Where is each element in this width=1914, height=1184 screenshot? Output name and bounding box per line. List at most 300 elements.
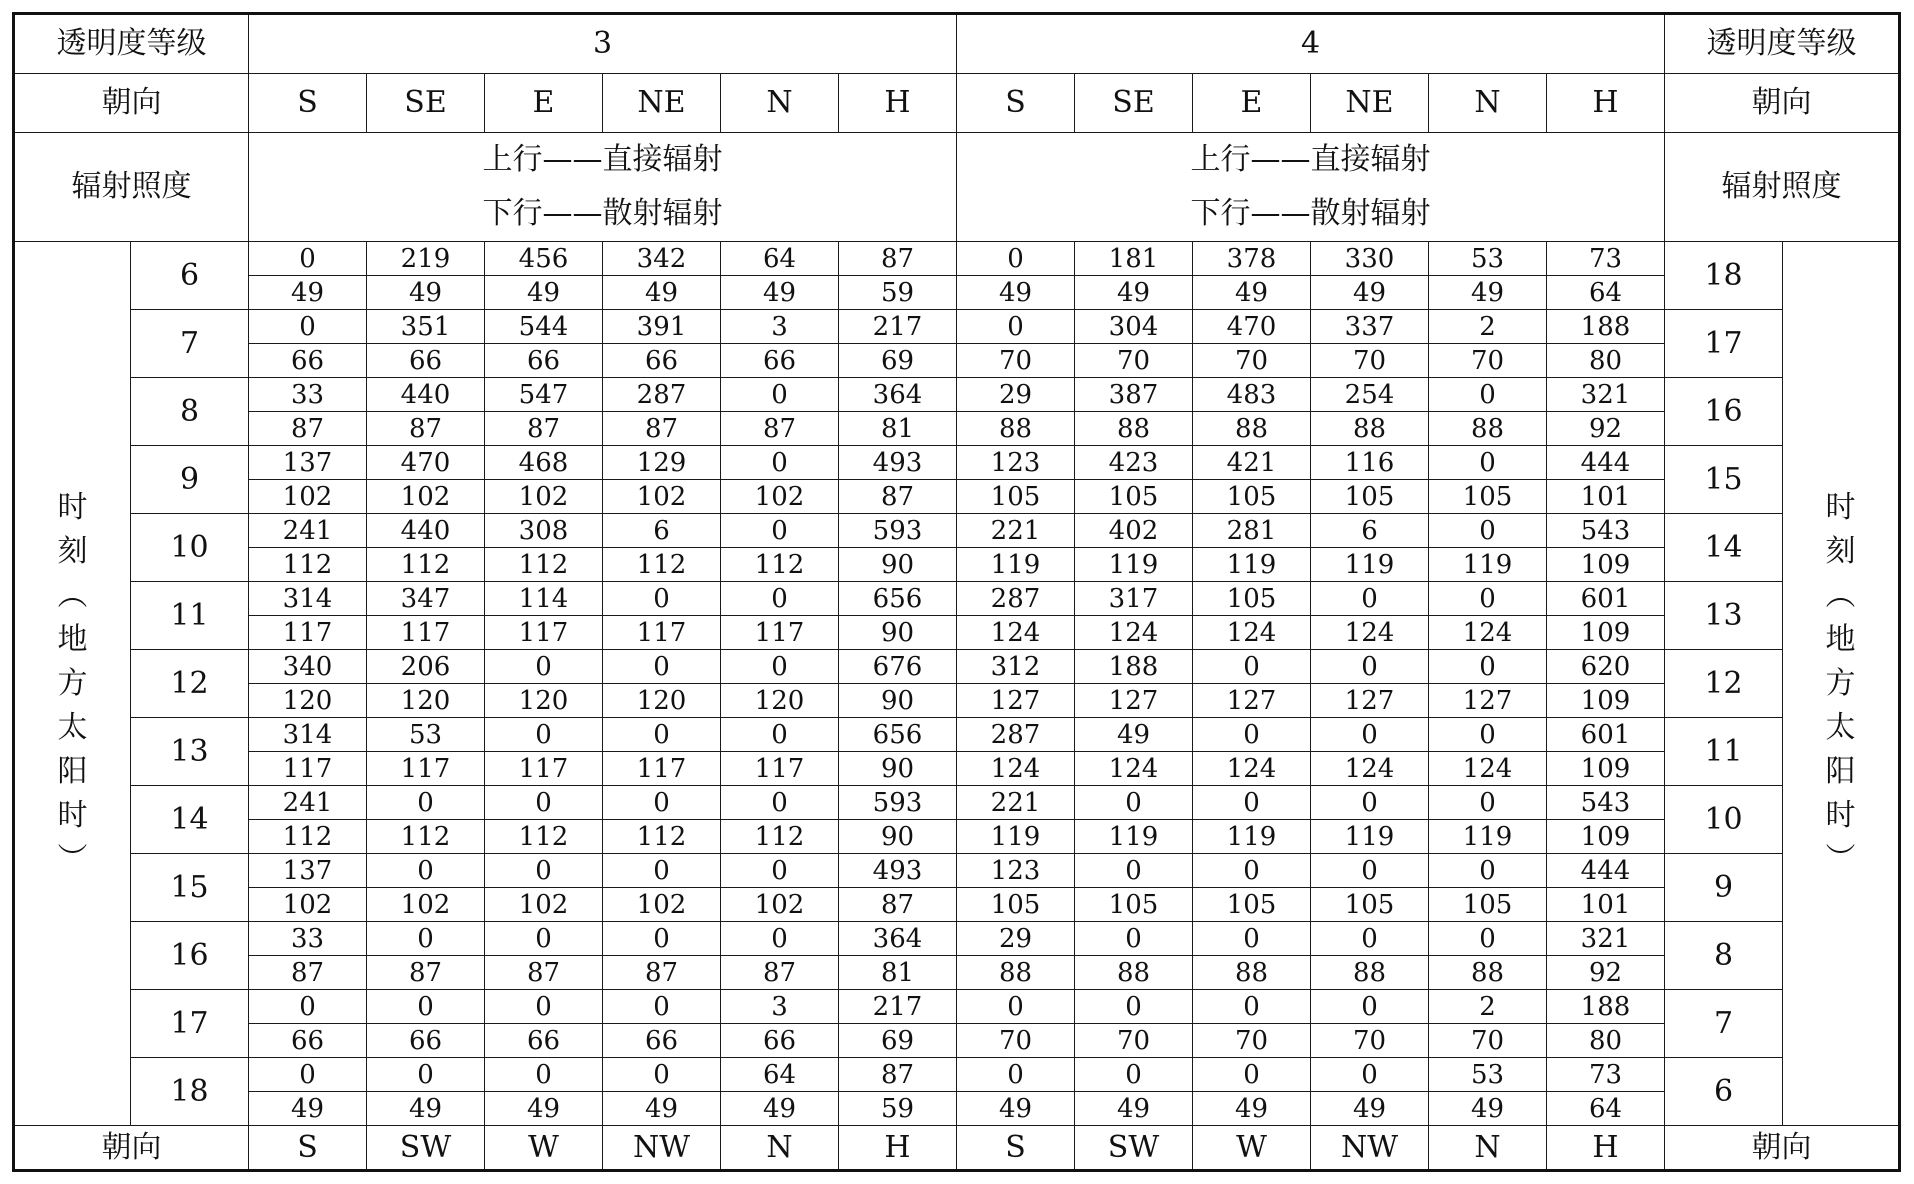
orientation-header: SE [1075, 74, 1193, 133]
direct-value-cell: 49 [1075, 718, 1193, 752]
diffuse-value-cell: 120 [721, 684, 839, 718]
diffuse-value-cell: 70 [1075, 344, 1193, 378]
direct-value-cell: 0 [603, 854, 721, 888]
orientation-header: E [485, 74, 603, 133]
diffuse-value-cell: 66 [603, 1024, 721, 1058]
diffuse-value-cell: 119 [1429, 820, 1547, 854]
direct-value-cell: 6 [603, 514, 721, 548]
direct-value-cell: 0 [367, 854, 485, 888]
direct-value-cell: 364 [839, 378, 957, 412]
diffuse-value-cell: 117 [721, 752, 839, 786]
time-right-cell: 18 [1665, 242, 1783, 310]
direct-value-cell: 287 [603, 378, 721, 412]
direct-value-cell: 656 [839, 582, 957, 616]
direct-value-cell: 593 [839, 786, 957, 820]
direct-value-cell: 444 [1547, 854, 1665, 888]
diffuse-value-cell: 87 [249, 956, 367, 990]
orientation-header: H [839, 74, 957, 133]
direct-value-cell: 330 [1311, 242, 1429, 276]
time-left-cell: 6 [131, 242, 249, 310]
direct-value-cell: 254 [1311, 378, 1429, 412]
diffuse-value-cell: 87 [485, 956, 603, 990]
diffuse-value-cell: 87 [839, 888, 957, 922]
direct-value-cell: 0 [485, 990, 603, 1024]
grade-3-header: 3 [249, 14, 957, 74]
diffuse-value-cell: 70 [957, 344, 1075, 378]
direct-value-cell: 105 [1193, 582, 1311, 616]
time-label-char: 时 [1825, 797, 1856, 833]
direct-value-cell: 0 [1075, 786, 1193, 820]
diffuse-value-cell: 88 [1311, 412, 1429, 446]
direct-value-cell: 137 [249, 446, 367, 480]
direct-value-cell: 456 [485, 242, 603, 276]
time-right-cell: 10 [1665, 786, 1783, 854]
diffuse-value-cell: 87 [603, 412, 721, 446]
orientation-footer: H [1547, 1126, 1665, 1171]
direct-value-cell: 123 [957, 854, 1075, 888]
diffuse-value-cell: 117 [603, 752, 721, 786]
time-label-char: 时 [57, 797, 88, 833]
time-left-cell: 7 [131, 310, 249, 378]
diffuse-value-cell: 117 [367, 616, 485, 650]
time-right-cell: 6 [1665, 1058, 1783, 1126]
upper-row-note: 上行——直接辐射 [482, 142, 723, 177]
time-left-cell: 18 [131, 1058, 249, 1126]
direct-value-cell: 64 [721, 242, 839, 276]
direct-value-cell: 308 [485, 514, 603, 548]
orientation-header: N [1429, 74, 1547, 133]
orientation-header: NE [1311, 74, 1429, 133]
direct-value-cell: 314 [249, 718, 367, 752]
time-label-char: 时 [1825, 489, 1856, 525]
diffuse-value-cell: 90 [839, 548, 957, 582]
direct-value-cell: 33 [249, 922, 367, 956]
diffuse-value-cell: 119 [1075, 548, 1193, 582]
diffuse-value-cell: 92 [1547, 412, 1665, 446]
diffuse-value-cell: 66 [367, 344, 485, 378]
direct-value-cell: 206 [367, 650, 485, 684]
orientation-header: S [249, 74, 367, 133]
direct-value-cell: 337 [1311, 310, 1429, 344]
diffuse-value-cell: 49 [249, 1092, 367, 1126]
time-left-cell: 9 [131, 446, 249, 514]
diffuse-value-cell: 49 [1311, 276, 1429, 310]
direct-value-cell: 0 [603, 1058, 721, 1092]
diffuse-value-cell: 66 [721, 344, 839, 378]
direct-value-cell: 287 [957, 582, 1075, 616]
time-right-cell: 15 [1665, 446, 1783, 514]
direct-value-cell: 444 [1547, 446, 1665, 480]
time-label-char: 太 [57, 709, 88, 745]
direct-value-cell: 364 [839, 922, 957, 956]
direct-value-cell: 33 [249, 378, 367, 412]
orientation-label-left: 朝向 [14, 74, 249, 133]
diffuse-value-cell: 117 [249, 616, 367, 650]
orientation-footer: N [1429, 1126, 1547, 1171]
time-right-cell: 11 [1665, 718, 1783, 786]
diffuse-value-cell: 59 [839, 1092, 957, 1126]
diffuse-value-cell: 87 [721, 412, 839, 446]
time-label-char: ︵ [57, 577, 88, 613]
diffuse-value-cell: 92 [1547, 956, 1665, 990]
orientation-footer: N [721, 1126, 839, 1171]
diffuse-value-cell: 112 [603, 548, 721, 582]
direct-value-cell: 0 [1193, 854, 1311, 888]
diffuse-value-cell: 120 [249, 684, 367, 718]
diffuse-value-cell: 102 [603, 480, 721, 514]
diffuse-value-cell: 117 [603, 616, 721, 650]
diffuse-value-cell: 105 [957, 888, 1075, 922]
diffuse-value-cell: 90 [839, 684, 957, 718]
diffuse-value-cell: 102 [367, 480, 485, 514]
direct-value-cell: 181 [1075, 242, 1193, 276]
time-right-cell: 16 [1665, 378, 1783, 446]
diffuse-value-cell: 64 [1547, 1092, 1665, 1126]
direct-value-cell: 0 [603, 786, 721, 820]
time-left-cell: 16 [131, 922, 249, 990]
orientation-footer: SW [1075, 1126, 1193, 1171]
lower-row-note: 下行——散射辐射 [482, 196, 723, 231]
direct-value-cell: 676 [839, 650, 957, 684]
diffuse-value-cell: 66 [249, 1024, 367, 1058]
time-label-char: 地 [57, 621, 88, 657]
diffuse-value-cell: 87 [485, 412, 603, 446]
direct-value-cell: 423 [1075, 446, 1193, 480]
diffuse-value-cell: 59 [839, 276, 957, 310]
diffuse-value-cell: 49 [1075, 1092, 1193, 1126]
orientation-footer: S [249, 1126, 367, 1171]
diffuse-value-cell: 88 [1429, 956, 1547, 990]
direct-value-cell: 0 [249, 242, 367, 276]
direct-value-cell: 53 [367, 718, 485, 752]
diffuse-value-cell: 124 [1193, 752, 1311, 786]
diffuse-value-cell: 120 [485, 684, 603, 718]
diffuse-value-cell: 124 [957, 616, 1075, 650]
direct-value-cell: 0 [721, 922, 839, 956]
orientation-footer: NW [603, 1126, 721, 1171]
diffuse-value-cell: 109 [1547, 548, 1665, 582]
direct-value-cell: 0 [1429, 446, 1547, 480]
diffuse-value-cell: 127 [1193, 684, 1311, 718]
diffuse-value-cell: 70 [1075, 1024, 1193, 1058]
direct-value-cell: 217 [839, 990, 957, 1024]
diffuse-value-cell: 87 [603, 956, 721, 990]
diffuse-value-cell: 90 [839, 752, 957, 786]
direct-value-cell: 0 [1429, 582, 1547, 616]
direct-value-cell: 53 [1429, 1058, 1547, 1092]
direct-value-cell: 321 [1547, 378, 1665, 412]
direct-value-cell: 483 [1193, 378, 1311, 412]
direct-value-cell: 317 [1075, 582, 1193, 616]
time-left-cell: 17 [131, 990, 249, 1058]
direct-value-cell: 544 [485, 310, 603, 344]
direct-value-cell: 0 [1311, 990, 1429, 1024]
direct-value-cell: 347 [367, 582, 485, 616]
orientation-header: H [1547, 74, 1665, 133]
time-label-char: ︶ [57, 841, 88, 877]
diffuse-value-cell: 120 [367, 684, 485, 718]
direct-value-cell: 219 [367, 242, 485, 276]
diffuse-value-cell: 88 [957, 956, 1075, 990]
direct-value-cell: 0 [721, 514, 839, 548]
diffuse-value-cell: 112 [249, 548, 367, 582]
direct-value-cell: 0 [367, 786, 485, 820]
orientation-header: SE [367, 74, 485, 133]
diffuse-value-cell: 69 [839, 344, 957, 378]
orientation-footer: W [485, 1126, 603, 1171]
direct-value-cell: 656 [839, 718, 957, 752]
direct-value-cell: 593 [839, 514, 957, 548]
time-right-cell: 13 [1665, 582, 1783, 650]
diffuse-value-cell: 117 [721, 616, 839, 650]
diffuse-value-cell: 88 [1311, 956, 1429, 990]
time-label-left [14, 242, 131, 1126]
diffuse-value-cell: 124 [1311, 616, 1429, 650]
direct-value-cell: 73 [1547, 1058, 1665, 1092]
direct-value-cell: 29 [957, 922, 1075, 956]
time-label-char: ︵ [1825, 577, 1856, 613]
diffuse-value-cell: 66 [603, 344, 721, 378]
direct-value-cell: 6 [1311, 514, 1429, 548]
orientation-header: N [721, 74, 839, 133]
diffuse-value-cell: 49 [367, 1092, 485, 1126]
diffuse-value-cell: 102 [721, 888, 839, 922]
diffuse-value-cell: 124 [1075, 616, 1193, 650]
diffuse-value-cell: 127 [1429, 684, 1547, 718]
orientation-footer: SW [367, 1126, 485, 1171]
direct-value-cell: 391 [603, 310, 721, 344]
irradiance-legend [249, 133, 957, 242]
direct-value-cell: 0 [1193, 718, 1311, 752]
direct-value-cell: 620 [1547, 650, 1665, 684]
irradiance-label-right: 辐射照度 [1665, 133, 1900, 242]
orientation-label-bottom-left: 朝向 [14, 1126, 249, 1171]
time-label-char: 刻 [57, 533, 88, 569]
direct-value-cell: 0 [1429, 378, 1547, 412]
diffuse-value-cell: 87 [721, 956, 839, 990]
diffuse-value-cell: 49 [1193, 276, 1311, 310]
direct-value-cell: 314 [249, 582, 367, 616]
time-right-cell: 12 [1665, 650, 1783, 718]
diffuse-value-cell: 109 [1547, 616, 1665, 650]
direct-value-cell: 137 [249, 854, 367, 888]
diffuse-value-cell: 112 [249, 820, 367, 854]
diffuse-value-cell: 64 [1547, 276, 1665, 310]
direct-value-cell: 0 [1311, 582, 1429, 616]
direct-value-cell: 304 [1075, 310, 1193, 344]
diffuse-value-cell: 105 [1311, 888, 1429, 922]
direct-value-cell: 0 [485, 786, 603, 820]
direct-value-cell: 188 [1547, 990, 1665, 1024]
direct-value-cell: 221 [957, 514, 1075, 548]
upper-row-note: 上行——直接辐射 [1190, 142, 1431, 177]
time-label-char: 方 [57, 665, 88, 701]
diffuse-value-cell: 49 [603, 276, 721, 310]
direct-value-cell: 0 [957, 242, 1075, 276]
diffuse-value-cell: 112 [721, 548, 839, 582]
diffuse-value-cell: 49 [1429, 1092, 1547, 1126]
direct-value-cell: 0 [603, 650, 721, 684]
diffuse-value-cell: 119 [1193, 820, 1311, 854]
direct-value-cell: 0 [721, 718, 839, 752]
diffuse-value-cell: 119 [1429, 548, 1547, 582]
direct-value-cell: 0 [367, 922, 485, 956]
direct-value-cell: 0 [721, 378, 839, 412]
direct-value-cell: 0 [603, 718, 721, 752]
diffuse-value-cell: 124 [1075, 752, 1193, 786]
diffuse-value-cell: 119 [957, 548, 1075, 582]
diffuse-value-cell: 101 [1547, 888, 1665, 922]
direct-value-cell: 0 [485, 718, 603, 752]
diffuse-value-cell: 124 [957, 752, 1075, 786]
direct-value-cell: 0 [1429, 922, 1547, 956]
diffuse-value-cell: 119 [1193, 548, 1311, 582]
diffuse-value-cell: 127 [957, 684, 1075, 718]
diffuse-value-cell: 119 [1075, 820, 1193, 854]
direct-value-cell: 547 [485, 378, 603, 412]
lower-row-note: 下行——散射辐射 [1190, 196, 1431, 231]
direct-value-cell: 241 [249, 514, 367, 548]
direct-value-cell: 0 [1311, 922, 1429, 956]
diffuse-value-cell: 105 [1075, 888, 1193, 922]
time-right-cell: 9 [1665, 854, 1783, 922]
diffuse-value-cell: 109 [1547, 752, 1665, 786]
direct-value-cell: 29 [957, 378, 1075, 412]
orientation-header: NE [603, 74, 721, 133]
diffuse-value-cell: 70 [1311, 1024, 1429, 1058]
diffuse-value-cell: 102 [249, 480, 367, 514]
diffuse-value-cell: 127 [1075, 684, 1193, 718]
transparency-label-left: 透明度等级 [14, 14, 249, 74]
time-right-cell: 17 [1665, 310, 1783, 378]
diffuse-value-cell: 88 [1193, 956, 1311, 990]
diffuse-value-cell: 81 [839, 956, 957, 990]
direct-value-cell: 0 [1311, 854, 1429, 888]
direct-value-cell: 0 [603, 922, 721, 956]
direct-value-cell: 281 [1193, 514, 1311, 548]
time-label-char: ︶ [1825, 841, 1856, 877]
direct-value-cell: 87 [839, 242, 957, 276]
diffuse-value-cell: 117 [485, 752, 603, 786]
diffuse-value-cell: 87 [839, 480, 957, 514]
diffuse-value-cell: 105 [1193, 480, 1311, 514]
direct-value-cell: 188 [1075, 650, 1193, 684]
diffuse-value-cell: 70 [1429, 1024, 1547, 1058]
direct-value-cell: 3 [721, 990, 839, 1024]
direct-value-cell: 0 [1311, 718, 1429, 752]
direct-value-cell: 493 [839, 446, 957, 480]
diffuse-value-cell: 105 [1075, 480, 1193, 514]
orientation-footer: NW [1311, 1126, 1429, 1171]
direct-value-cell: 321 [1547, 922, 1665, 956]
direct-value-cell: 0 [957, 990, 1075, 1024]
direct-value-cell: 601 [1547, 718, 1665, 752]
diffuse-value-cell: 81 [839, 412, 957, 446]
diffuse-value-cell: 87 [367, 412, 485, 446]
diffuse-value-cell: 112 [367, 820, 485, 854]
diffuse-value-cell: 49 [485, 1092, 603, 1126]
time-left-cell: 12 [131, 650, 249, 718]
diffuse-value-cell: 127 [1311, 684, 1429, 718]
diffuse-value-cell: 102 [485, 888, 603, 922]
diffuse-value-cell: 49 [957, 1092, 1075, 1126]
direct-value-cell: 0 [1311, 650, 1429, 684]
time-right-cell: 7 [1665, 990, 1783, 1058]
diffuse-value-cell: 117 [367, 752, 485, 786]
direct-value-cell: 116 [1311, 446, 1429, 480]
diffuse-value-cell: 124 [1429, 616, 1547, 650]
orientation-header: S [957, 74, 1075, 133]
direct-value-cell: 0 [721, 582, 839, 616]
direct-value-cell: 0 [721, 446, 839, 480]
time-label-char: 阳 [1825, 753, 1856, 789]
direct-value-cell: 0 [1429, 718, 1547, 752]
irradiance-label-left: 辐射照度 [14, 133, 249, 242]
diffuse-value-cell: 105 [957, 480, 1075, 514]
direct-value-cell: 114 [485, 582, 603, 616]
direct-value-cell: 0 [957, 1058, 1075, 1092]
direct-value-cell: 53 [1429, 242, 1547, 276]
diffuse-value-cell: 66 [721, 1024, 839, 1058]
diffuse-value-cell: 49 [721, 276, 839, 310]
direct-value-cell: 0 [1193, 922, 1311, 956]
direct-value-cell: 0 [1429, 854, 1547, 888]
direct-value-cell: 402 [1075, 514, 1193, 548]
diffuse-value-cell: 105 [1429, 888, 1547, 922]
time-left-cell: 13 [131, 718, 249, 786]
direct-value-cell: 217 [839, 310, 957, 344]
time-label-char: 时 [57, 489, 88, 525]
diffuse-value-cell: 112 [721, 820, 839, 854]
diffuse-value-cell: 105 [1193, 888, 1311, 922]
direct-value-cell: 0 [1075, 922, 1193, 956]
diffuse-value-cell: 66 [367, 1024, 485, 1058]
direct-value-cell: 0 [367, 1058, 485, 1092]
direct-value-cell: 0 [1429, 514, 1547, 548]
time-label-char: 阳 [57, 753, 88, 789]
orientation-label-bottom-right: 朝向 [1665, 1126, 1900, 1171]
direct-value-cell: 0 [1193, 990, 1311, 1024]
diffuse-value-cell: 112 [485, 548, 603, 582]
direct-value-cell: 0 [957, 310, 1075, 344]
direct-value-cell: 0 [603, 990, 721, 1024]
diffuse-value-cell: 101 [1547, 480, 1665, 514]
direct-value-cell: 2 [1429, 990, 1547, 1024]
direct-value-cell: 2 [1429, 310, 1547, 344]
diffuse-value-cell: 124 [1193, 616, 1311, 650]
direct-value-cell: 0 [1075, 1058, 1193, 1092]
diffuse-value-cell: 49 [485, 276, 603, 310]
diffuse-value-cell: 88 [1193, 412, 1311, 446]
orientation-footer: W [1193, 1126, 1311, 1171]
direct-value-cell: 221 [957, 786, 1075, 820]
diffuse-value-cell: 117 [485, 616, 603, 650]
diffuse-value-cell: 109 [1547, 684, 1665, 718]
direct-value-cell: 0 [485, 854, 603, 888]
direct-value-cell: 64 [721, 1058, 839, 1092]
time-label-char: 太 [1825, 709, 1856, 745]
diffuse-value-cell: 66 [485, 344, 603, 378]
direct-value-cell: 0 [249, 990, 367, 1024]
diffuse-value-cell: 102 [603, 888, 721, 922]
direct-value-cell: 241 [249, 786, 367, 820]
diffuse-value-cell: 119 [1311, 548, 1429, 582]
direct-value-cell: 0 [485, 650, 603, 684]
diffuse-value-cell: 102 [485, 480, 603, 514]
diffuse-value-cell: 49 [1075, 276, 1193, 310]
time-left-cell: 15 [131, 854, 249, 922]
direct-value-cell: 87 [839, 1058, 957, 1092]
